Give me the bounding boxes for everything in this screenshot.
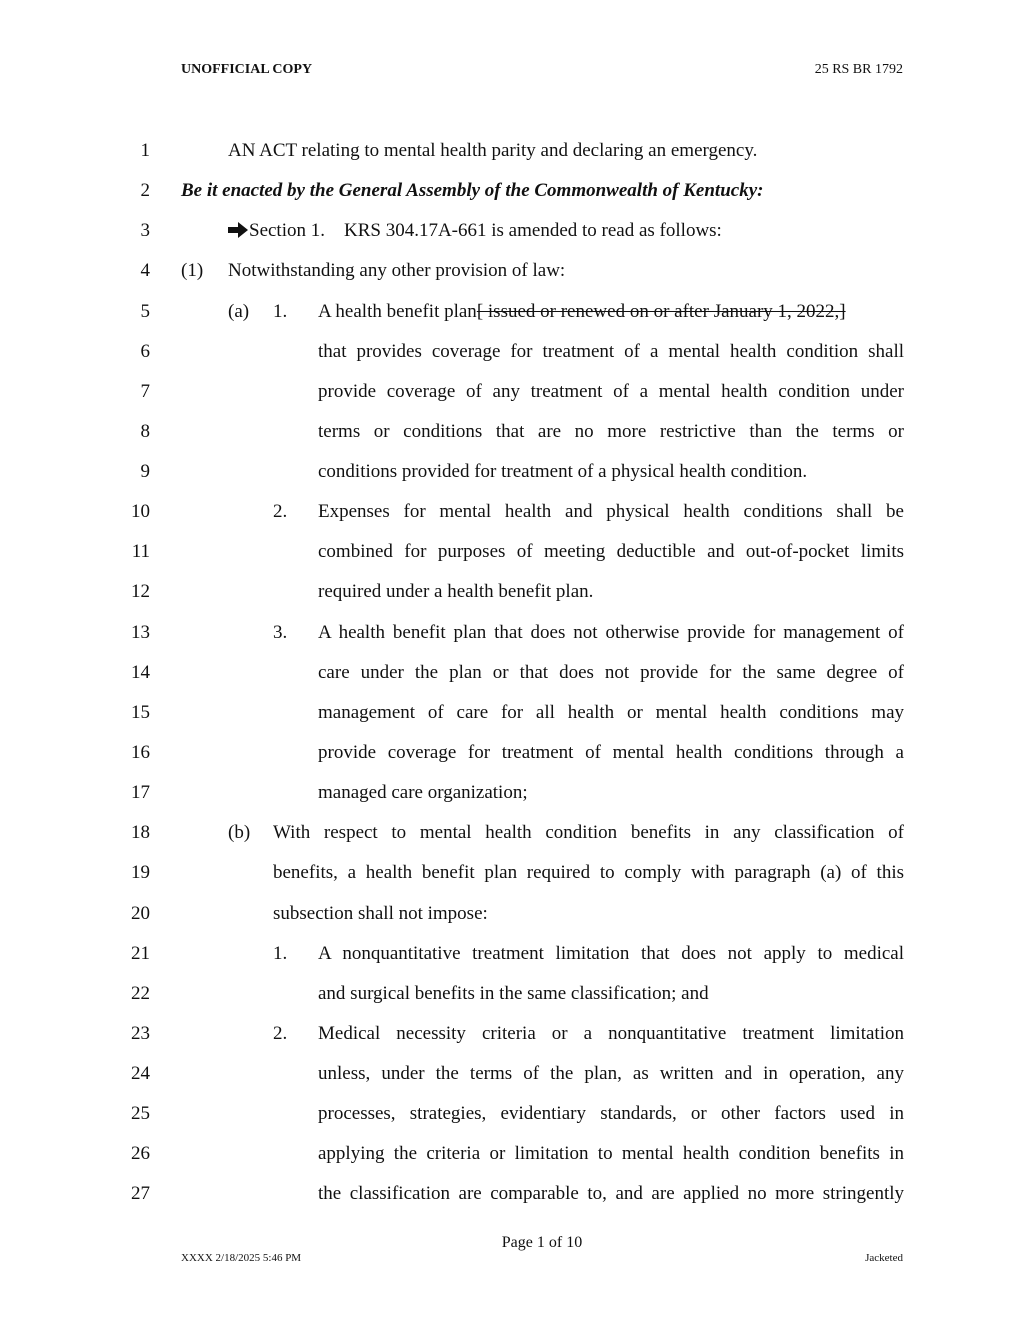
document-line (0, 1022, 1024, 1062)
section-label: Section 1. (249, 220, 325, 241)
document-line (0, 1182, 1024, 1222)
deleted-text: [ issued or renewed on or after January 1, 2022,] (476, 301, 846, 322)
footer-status: Jacketed (865, 1252, 903, 1264)
line-number: 8 (140, 421, 150, 442)
page-number: Page 1 of 10 (501, 1234, 583, 1251)
line-text: managed care organization; (318, 782, 528, 803)
subparagraph-marker: 1. (273, 943, 288, 964)
document-line (0, 179, 1024, 219)
line-number: 16 (131, 742, 150, 763)
line-number: 25 (131, 1103, 150, 1124)
line-number: 12 (131, 581, 150, 602)
document-line (0, 942, 1024, 982)
document-line (0, 861, 1024, 901)
line-text: provide coverage for treatment of mental health conditions through a (318, 742, 904, 763)
document-line (0, 380, 1024, 420)
line-number: 4 (140, 260, 150, 281)
line-number: 19 (131, 862, 150, 883)
line-text: subsection shall not impose: (273, 903, 488, 924)
document-line (0, 259, 1024, 299)
line-text: A nonquantitative treatment limitation that does not apply to medical (318, 943, 904, 964)
line-number: 22 (131, 983, 150, 1004)
document-line (0, 139, 1024, 179)
document-line (0, 902, 1024, 942)
line-text: A health benefit plan that does not otherwise provide for management of (318, 622, 904, 643)
line-number: 24 (131, 1063, 150, 1084)
line-number: 6 (140, 341, 150, 362)
document-line (0, 219, 1024, 259)
paragraph-marker: (b) (228, 822, 251, 843)
line-text: Notwithstanding any other provision of law: (228, 260, 566, 281)
line-number: 11 (131, 541, 150, 562)
line-number: 17 (131, 782, 150, 803)
line-text: care under the plan or that does not provide for the same degree of (318, 662, 904, 683)
subsection-marker: (1) (181, 260, 204, 281)
line-number: 23 (131, 1023, 150, 1044)
footer-timestamp: XXXX 2/18/2025 5:46 PM (181, 1252, 302, 1264)
document-line (0, 300, 1024, 340)
line-text-kept: A health benefit plan (318, 301, 477, 322)
line-text: and surgical benefits in the same classification; and (318, 983, 709, 1004)
line-number: 13 (131, 622, 150, 643)
header-unofficial-copy: UNOFFICIAL COPY (181, 62, 313, 77)
subparagraph-marker: 3. (273, 622, 288, 643)
document-line (0, 500, 1024, 540)
document-line (0, 701, 1024, 741)
header-bill-request-number: 25 RS BR 1792 (814, 62, 903, 77)
line-text: conditions provided for treatment of a physical health condition. (318, 461, 808, 482)
line-text: With respect to mental health condition benefits in any classification of (273, 822, 904, 843)
document-line (0, 460, 1024, 500)
document-line (0, 1062, 1024, 1102)
line-number: 21 (131, 943, 150, 964)
enacting-clause: Be it enacted by the General Assembly of the Commonwealth of Kentucky: (181, 180, 764, 201)
line-number: 26 (131, 1143, 150, 1164)
document-line (0, 420, 1024, 460)
line-number: 3 (140, 220, 150, 241)
line-number: 15 (131, 702, 150, 723)
line-text: processes, strategies, evidentiary standards, or other factors used in (318, 1103, 904, 1124)
line-number: 1 (140, 140, 150, 161)
document-line (0, 540, 1024, 580)
section-text: KRS 304.17A-661 is amended to read as follows: (344, 220, 722, 241)
line-text: unless, under the terms of the plan, as written and in operation, any (318, 1063, 904, 1084)
line-number: 10 (131, 501, 150, 522)
line-text: the classification are comparable to, and are applied no more stringently (318, 1183, 904, 1204)
line-text: that provides coverage for treatment of a mental health condition shall (318, 341, 904, 362)
line-text: terms or conditions that are no more restrictive than the terms or (318, 421, 904, 442)
line-text: required under a health benefit plan. (318, 581, 594, 602)
line-number: 14 (131, 662, 150, 683)
line-number: 9 (140, 461, 150, 482)
line-text: applying the criteria or limitation to mental health condition benefits in (318, 1143, 904, 1164)
paragraph-marker: (a) (228, 301, 250, 322)
subparagraph-marker: 1. (273, 301, 288, 322)
line-number: 5 (140, 301, 150, 322)
document-line (0, 580, 1024, 620)
line-number: 7 (140, 381, 150, 402)
document-line (0, 741, 1024, 781)
document-line (0, 821, 1024, 861)
document-line (0, 1102, 1024, 1142)
line-number: 18 (131, 822, 150, 843)
document-line (0, 621, 1024, 661)
line-text: provide coverage of any treatment of a mental health condition under (318, 381, 904, 402)
document-line (0, 661, 1024, 701)
document-line (0, 1142, 1024, 1182)
subparagraph-marker: 2. (273, 1023, 288, 1044)
line-text (318, 300, 846, 324)
line-text: management of care for all health or mental health conditions may (318, 702, 904, 723)
line-text: benefits, a health benefit plan required to comply with paragraph (a) of this (273, 862, 904, 883)
line-text: combined for purposes of meeting deductible and out-of-pocket limits (318, 541, 904, 562)
document-line (0, 982, 1024, 1022)
document-line (0, 340, 1024, 380)
line-number: 27 (131, 1183, 150, 1204)
subparagraph-marker: 2. (273, 501, 288, 522)
act-title: AN ACT relating to mental health parity and declaring an emergency. (228, 140, 758, 161)
right-arrow-icon (228, 222, 248, 238)
line-number: 20 (131, 903, 150, 924)
section-heading (228, 219, 325, 243)
line-text: Expenses for mental health and physical health conditions shall be (318, 501, 904, 522)
line-text: Medical necessity criteria or a nonquantitative treatment limitation (318, 1023, 904, 1044)
document-line (0, 781, 1024, 821)
line-number: 2 (140, 180, 150, 201)
